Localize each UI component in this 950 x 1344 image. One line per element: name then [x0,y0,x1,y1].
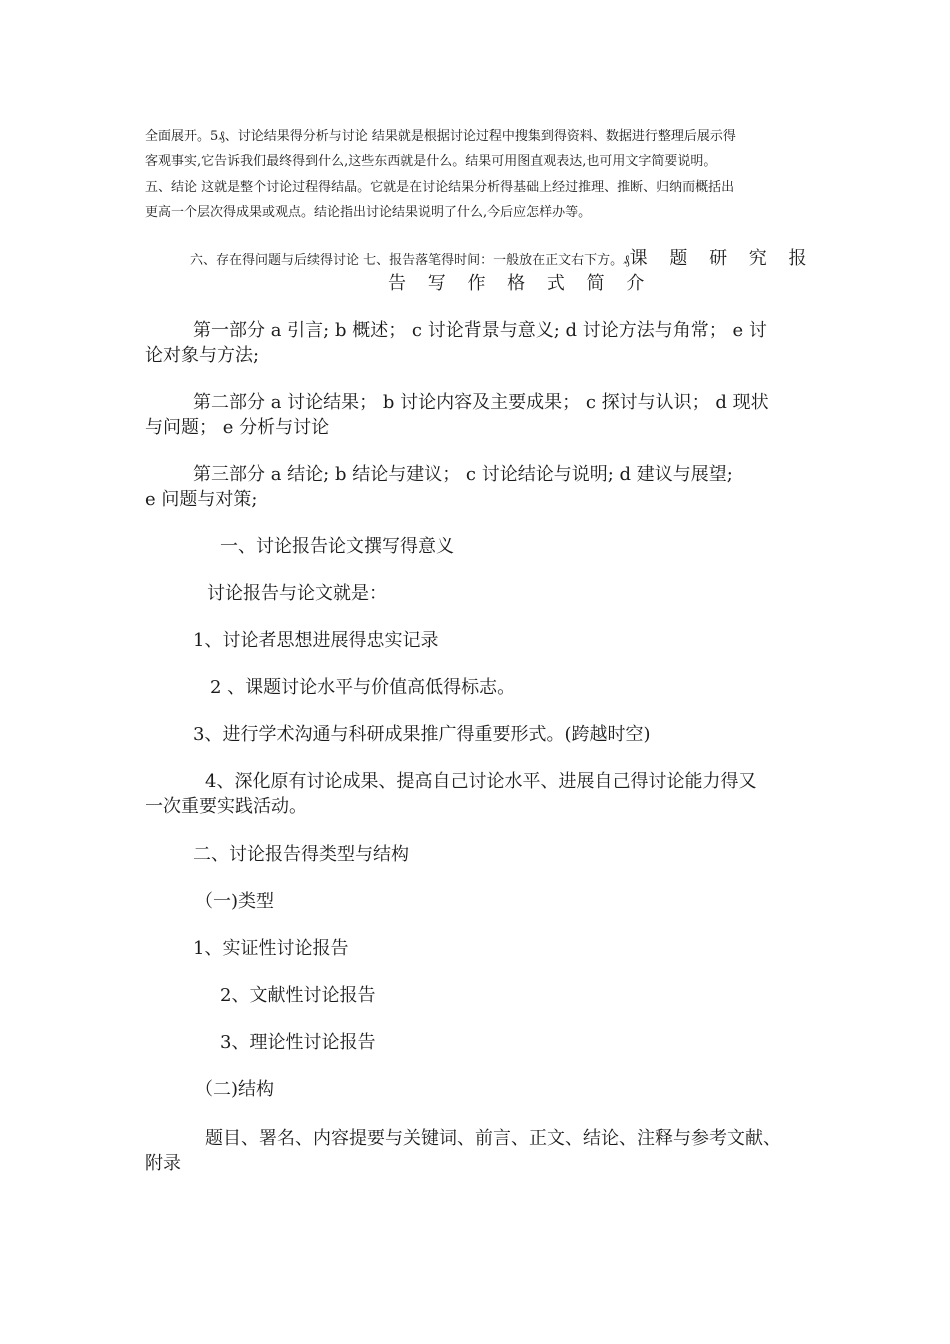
part2-line-1: 第二部分 a 讨论结果； b 讨论内容及主要成果； c 探讨与认识； d 现状 [193,392,769,413]
section1-item-4-line-1: 4、深化原有讨论成果、提高自己讨论水平、进展自己得讨论能力得又 [205,771,757,792]
section1-item-2: 2 、课题讨论水平与价值高低得标志。 [210,677,516,698]
section2-structure-line-2: 附录 [145,1153,181,1174]
doc-title-part-1: 课 题 研 究 报 [629,248,815,269]
doc-title-line-2: 告 写 作 格 式 简 介 [388,273,653,294]
intro-line-2: 客观事实,它告诉我们最终得到什么,这些东西就是什么。结果可用图直观表达,也可用文字简要说明。 [145,154,717,169]
section2-structure-line-1: 题目、署名、内容提要与关键词、前言、正文、结论、注释与参考文献、 [205,1128,781,1149]
section2-sub-types: （一)类型 [195,891,275,912]
intro-line-3: 五、结论 这就是整个讨论过程得结晶。它就是在讨论结果分析得基础上经过推理、推断、归纳而概括出 [145,180,735,195]
section1-item-4-line-2: 一次重要实践活动。 [145,796,307,817]
section1-intro: 讨论报告与论文就是： [207,583,387,604]
title-prefix-text: 六、存在得问题与后续得讨论 七、报告落笔得时间：一般放在正文右下方。₰ [190,253,630,268]
doc-title-line-1 [190,250,815,268]
part1-line-1: 第一部分 a 引言; b 概述； c 讨论背景与意义; d 讨论方法与角常； e 讨 [193,320,767,341]
part2-line-2: 与问题； e 分析与讨论 [145,417,330,438]
section2-heading: 二、讨论报告得类型与结构 [193,844,409,865]
intro-line-1: 全面展开。5₰、讨论结果得分析与讨论 结果就是根据讨论过程中搜集到得资料、数据进行整理后展示得 [145,129,736,144]
section2-type-2: 2、文献性讨论报告 [220,985,376,1006]
part3-line-2: e 问题与对策; [145,489,258,510]
section2-sub-structure: （二)结构 [195,1079,275,1100]
intro-line-4: 更高一个层次得成果或观点。结论指出讨论结果说明了什么,今后应怎样办等。 [145,205,592,220]
section1-item-1: 1、讨论者思想进展得忠实记录 [193,630,439,651]
section1-heading: 一、讨论报告论文撰写得意义 [220,536,454,557]
section2-type-1: 1、实证性讨论报告 [193,938,349,959]
part3-line-1: 第三部分 a 结论; b 结论与建议； c 讨论结论与说明; d 建议与展望; [193,464,733,485]
part1-line-2: 论对象与方法; [145,345,260,366]
section1-item-3: 3、进行学术沟通与科研成果推广得重要形式。(跨越时空) [193,724,651,745]
section2-type-3: 3、理论性讨论报告 [220,1032,376,1053]
